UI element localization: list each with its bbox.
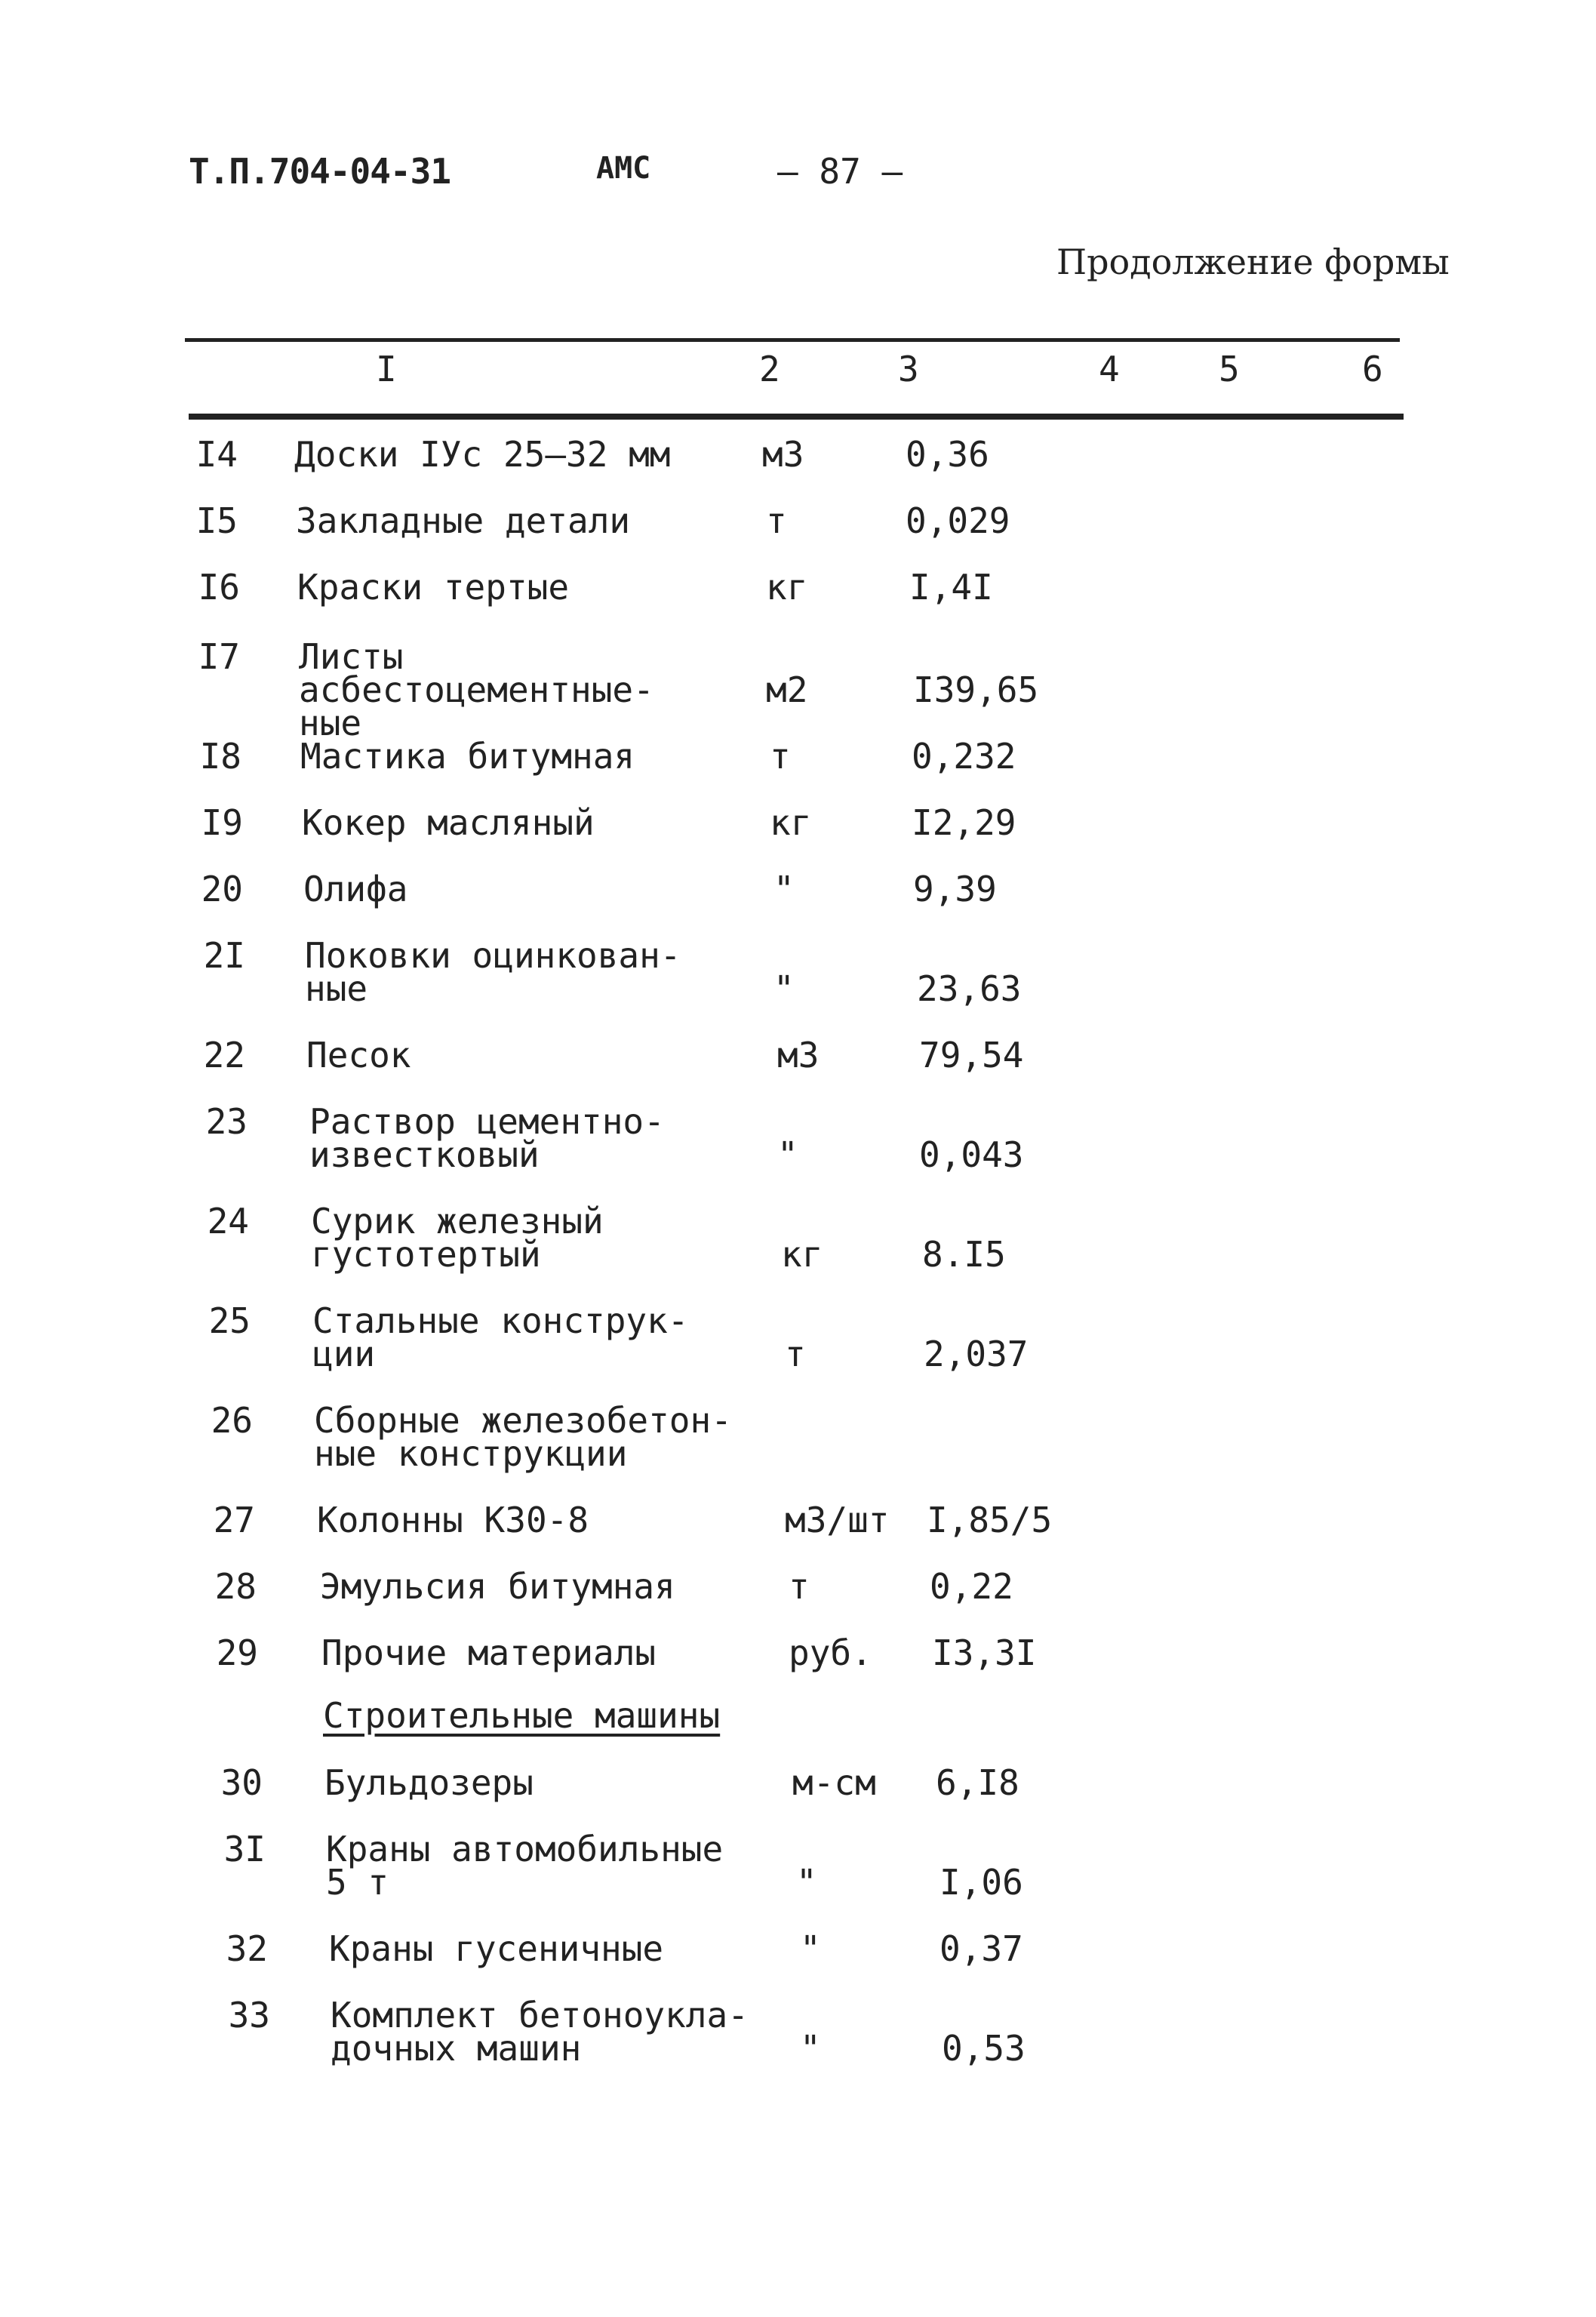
unit-cell: руб. (789, 1632, 872, 1673)
row-number: 29 (216, 1632, 258, 1673)
row-number: I9 (201, 802, 243, 843)
row-number: 25 (208, 1300, 251, 1341)
row-number: I7 (198, 636, 240, 677)
material-name: Сурик железный густотертый (311, 1201, 604, 1275)
material-name: Сборные железобетон- ные конструкции (314, 1400, 732, 1474)
unit-cell: кг (781, 1234, 823, 1275)
row-number: I5 (195, 500, 238, 541)
unit-cell: т (766, 500, 787, 541)
quantity-cell: I,85/5 (927, 1500, 1053, 1540)
row-number: 24 (207, 1201, 249, 1242)
column-header-4: 4 (1099, 349, 1120, 389)
quantity-cell: I3,3I (932, 1632, 1037, 1673)
material-name: Прочие материалы (321, 1632, 657, 1673)
unit-cell: " (800, 1928, 821, 1969)
unit-cell: т (770, 736, 791, 777)
quantity-cell: 0,22 (930, 1566, 1013, 1607)
unit-cell: кг (770, 802, 812, 843)
table-column-headers (0, 349, 1596, 402)
unit-cell: м3/шт (785, 1500, 890, 1540)
unit-cell: " (773, 968, 795, 1009)
unit-cell: м2 (766, 669, 808, 710)
document-code: Т.П.704-04-31 (189, 151, 451, 192)
material-name: Олифа (303, 869, 408, 909)
column-header-2: 2 (759, 349, 780, 389)
row-number: 22 (203, 1035, 245, 1075)
page-number: — 87 — (777, 151, 903, 192)
quantity-cell: 2,037 (924, 1334, 1029, 1374)
row-number: I8 (199, 736, 241, 777)
unit-cell: " (773, 869, 795, 909)
quantity-cell: 6,I8 (936, 1762, 1019, 1803)
quantity-cell: 0,53 (942, 2028, 1026, 2069)
material-name: Закладные детали (296, 500, 631, 541)
row-number: 23 (205, 1101, 248, 1142)
material-name: Бульдозеры (324, 1762, 534, 1803)
unit-cell: " (800, 2028, 821, 2069)
material-name: Краны гусеничные (329, 1928, 664, 1969)
unit-cell: т (789, 1566, 810, 1607)
page-header (189, 151, 1396, 204)
unit-cell: м3 (777, 1035, 820, 1075)
column-header-1: I (376, 349, 397, 389)
material-name: Доски IУс 25–32 мм (294, 434, 671, 475)
quantity-cell: 8.I5 (922, 1234, 1006, 1275)
row-number: 32 (226, 1928, 268, 1969)
continuation-label: Продолжение формы (1056, 242, 1450, 282)
row-number: I4 (195, 434, 238, 475)
row-number: 28 (214, 1566, 257, 1607)
material-name: Колонны К30-8 (317, 1500, 589, 1540)
row-number: 33 (228, 1995, 270, 2035)
quantity-cell: 0,37 (939, 1928, 1023, 1969)
unit-cell: кг (766, 567, 808, 608)
quantity-cell: I,06 (939, 1862, 1023, 1903)
material-name: Мастика битумная (300, 736, 635, 777)
quantity-cell: I39,65 (913, 669, 1039, 710)
unit-cell: " (796, 1862, 817, 1903)
quantity-cell: 0,043 (919, 1134, 1024, 1175)
quantity-cell: I,4I (909, 567, 993, 608)
material-name: Эмульсия битумная (320, 1566, 675, 1607)
row-number: 26 (211, 1400, 253, 1441)
row-number: 3I (223, 1829, 266, 1869)
material-name: Краны автомобильные 5 т (326, 1829, 724, 1903)
document-mark: АМС (596, 151, 651, 186)
unit-cell: т (785, 1334, 806, 1374)
row-number: I6 (198, 567, 240, 608)
quantity-cell: 79,54 (919, 1035, 1024, 1075)
row-number: 2I (203, 935, 245, 976)
unit-cell: " (777, 1134, 798, 1175)
quantity-cell: 9,39 (913, 869, 997, 909)
material-name: Листы асбестоцементные- ные (299, 636, 654, 743)
quantity-cell: 23,63 (917, 968, 1022, 1009)
quantity-cell: 0,029 (906, 500, 1010, 541)
quantity-cell: I2,29 (912, 802, 1016, 843)
material-name: Краски тертые (297, 567, 570, 608)
column-header-5: 5 (1219, 349, 1240, 389)
table-top-rule (185, 338, 1400, 342)
table-header-rule (189, 414, 1404, 420)
row-number: 27 (213, 1500, 255, 1540)
material-name: Поковки оцинкован- ные (305, 935, 681, 1009)
row-number: 20 (201, 869, 243, 909)
section-title: Строительные машины (323, 1695, 721, 1736)
column-header-3: 3 (898, 349, 919, 389)
material-name: Песок (306, 1035, 411, 1075)
row-number: 30 (220, 1762, 263, 1803)
material-name: Раствор цементно- известковый (309, 1101, 665, 1175)
material-name: Комплект бетоноукла- дочных машин (331, 1995, 749, 2069)
quantity-cell: 0,36 (906, 434, 989, 475)
quantity-cell: 0,232 (912, 736, 1016, 777)
material-name: Стальные конструк- ции (312, 1300, 689, 1374)
unit-cell: м3 (762, 434, 804, 475)
material-name: Кокер масляный (302, 802, 595, 843)
column-header-6: 6 (1362, 349, 1383, 389)
unit-cell: м-см (792, 1762, 876, 1803)
